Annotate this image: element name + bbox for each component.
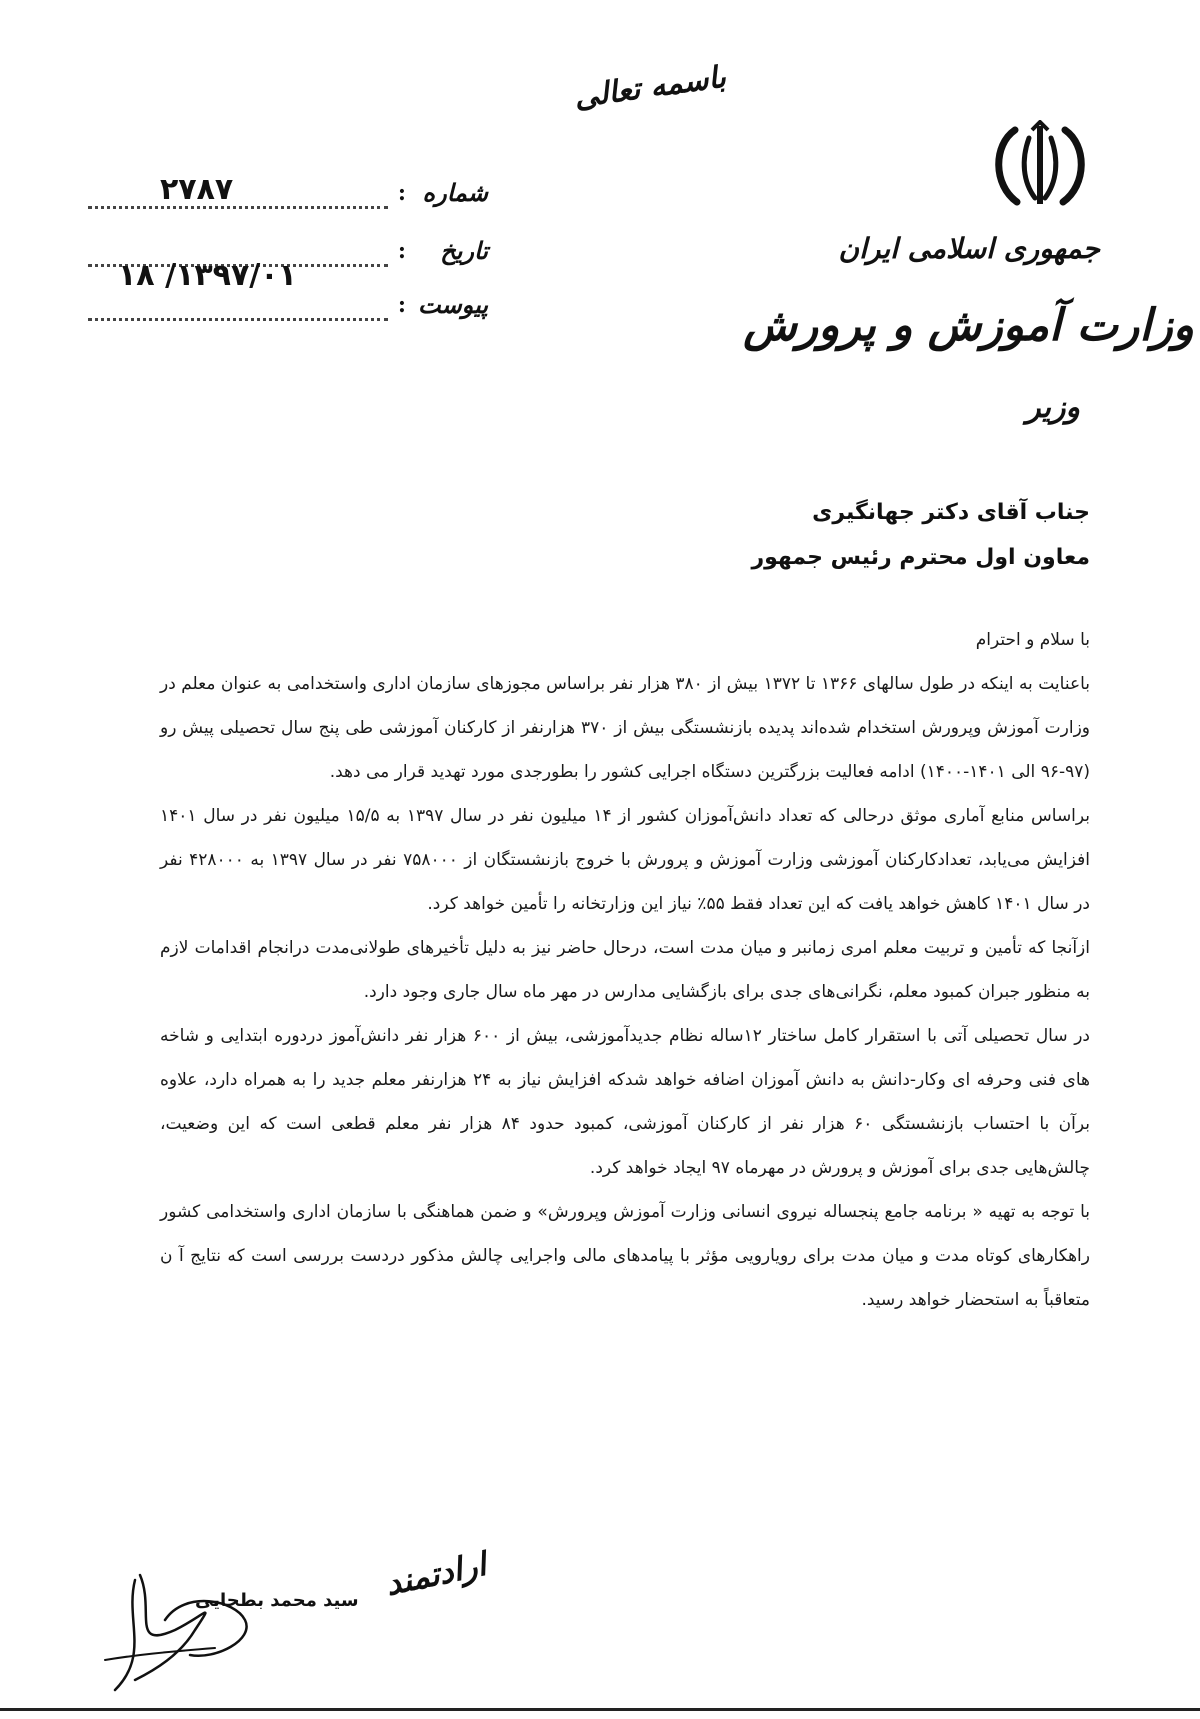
bottom-scan-edge: [0, 1708, 1200, 1711]
handwritten-signature: [95, 1560, 265, 1705]
paragraph-2: براساس منابع آماری موثق درحالی که تعداد دانش‌آموزان کشور از ۱۴ میلیون نفر در سال ۱۳۹۷ به ۱۵/۵ میلیون نفر در سال ۱۴۰۱ افزایش می‌یابد، تعدادکارکنان آموزشی وزارت آموزش و پرورش با خروج بازنشستگان از ۷۵۸۰۰۰ نفر در سال ۱۳۹۷ به ۴۲۸۰۰۰ نفر در سال ۱۴۰۱ کاهش خواهد یافت که این تعداد فقط ۵۵٪ نیاز این وزارتخانه را تأمین خواهد کرد.: [160, 806, 1091, 914]
number-colon: :: [397, 180, 406, 206]
bismillah-heading: باسمه تعالی: [571, 59, 728, 116]
minister-title: وزیر: [1026, 390, 1080, 425]
letter-attachment-row: [88, 290, 488, 330]
closing-salutation: ارادتمند: [382, 1544, 490, 1604]
number-label: شماره: [422, 178, 488, 207]
paragraph-5: با توجه به تهیه « برنامه جامع پنجساله نیروی انسانی وزارت آموزش وپرورش» و ضمن هماهنگی با سازمان اداری واستخدامی کشور راهکارهای کوتاه مدت و میان مدت برای رویارویی مؤثر با پیامدهای مالی واجرایی چالش مذکور دردست بررسی است که نتایج آ ن متعاقباً به استحضار خواهد رسید.: [160, 1202, 1090, 1310]
iran-emblem-icon: [985, 120, 1095, 210]
attachment-colon: :: [397, 292, 406, 318]
letter-body: [160, 618, 1090, 1322]
recipient-name: جناب آقای دکتر جهانگیری: [812, 500, 1090, 525]
number-dotted-line: [88, 206, 388, 209]
letter-date-row: [88, 236, 488, 293]
recipient-title: معاون اول محترم رئیس جمهور: [751, 545, 1090, 570]
paragraph-3: ازآنجا که تأمین و تربیت معلم امری زمانبر و میان مدت است، درحال حاضر نیز به دلیل تأخیرهای طولانی‌مدت درانجام اقدامات لازم به منظور جبران کمبود معلم، نگرانی‌های جدی برای بازگشایی مدارس در مهر ماه سال جاری وجود دارد.: [160, 938, 1090, 1002]
paragraph-4: در سال تحصیلی آتی با استقرار کامل ساختار ۱۲ساله نظام جدیدآموزشی، بیش از ۶۰۰ هزار نفر دانش‌آموز دردوره ابتدایی و شاخه های فنی وحرفه ای وکار-دانش به دانش آموزان اضافه خواهد شدکه افزایش نیاز به ۲۴ هزارنفر معلم جدید را به همراه دارد، علاوه برآن با احتساب بازنشستگی ۶۰ هزار نفر از کارکنان آموزشی، کمبود حدود ۸۴ هزار نفر معلم قطعی است که این وضعیت، چالش‌هایی جدی برای آموزش و پرورش در مهرماه ۹۷ ایجاد خواهد کرد.: [160, 1026, 1090, 1178]
date-colon: :: [397, 238, 406, 264]
signatory-name: سید محمد بطحایی: [195, 1590, 359, 1611]
paragraph-1: باعنایت به اینکه در طول سالهای ۱۳۶۶ تا ۱۳۷۲ بیش از ۳۸۰ هزار نفر براساس مجوزهای سازمان اداری واستخدامی به عنوان معلم در وزارت آموزش وپرورش استخدام شده‌اند پدیده بازنشستگی بیش از ۳۷۰ هزارنفر از کارکنان آموزشی طی پنج سال تحصیلی پیش رو (۹۷-۹۶ الی ۱۴۰۱-۱۴۰۰) ادامه فعالیت بزرگترین دستگاه اجرایی کشور را بطورجدی مورد تهدید قرار می دهد.: [160, 674, 1091, 782]
republic-title: جمهوری اسلامی ایران: [838, 232, 1100, 265]
ministry-title: وزارت آموزش و پرورش: [743, 300, 1194, 351]
letter-number-row: [88, 172, 488, 218]
number-value: ۲۷۸۷: [160, 172, 234, 207]
attachment-label: پیوست: [418, 290, 488, 319]
date-label: تاریخ: [440, 236, 488, 265]
attachment-dotted-line: [88, 318, 388, 321]
date-value: ۱۳۹۷/۰۱/ ۱۸: [118, 258, 297, 293]
greeting: با سلام و احترام: [975, 630, 1090, 650]
